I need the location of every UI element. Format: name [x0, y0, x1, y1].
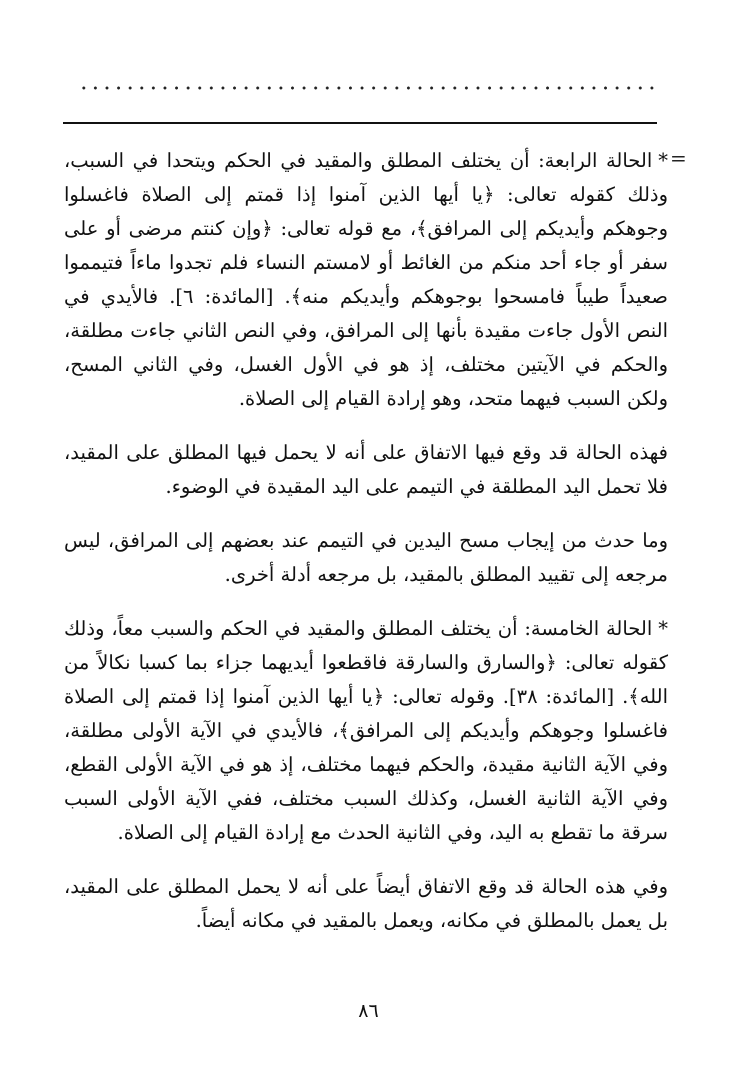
page-body [64, 144, 668, 938]
paragraph-tayammum-note [64, 524, 668, 592]
paragraph-case-five [64, 612, 668, 850]
page-number: ٨٦ [358, 1000, 379, 1022]
header-rule [63, 122, 657, 124]
margin-mark: = [670, 146, 687, 170]
paragraph-text: الحالة الرابعة: أن يختلف المطلق والمقيد في الحكم ويتحدا في السبب، وذلك كقوله تعالى: ﴿يا أيها الذين آمنوا إذا قمتم إلى الصلاة فاغسلوا وجوهكم وأيديكم إلى المرافق﴾، مع قوله تعالى: ﴿وإن كنتم مرضى أو على سفر أو جاء أحد منكم من الغائط أو لامستم النساء فلم تجدوا ماءاً فتيمموا صعيداً طيباً فامسحوا بوجوهكم وأيديكم منه﴾. [المائدة: ٦]. فالأيدي في النص الأول جاءت مقيدة بأنها إلى المرافق، وفي النص الثاني جاءت مطلقة، والحكم في الآيتين مختلف، إذ هو في الأول الغسل، وفي الثاني المسح، ولكن السبب فيهما متحد، وهو إرادة القيام إلى الصلاة. [64, 149, 668, 410]
paragraph-text: وما حدث من إيجاب مسح اليدين في التيمم عند بعضهم إلى المرافق، ليس مرجعه إلى تقييد المطلق بالمقيد، بل مرجعه أدلة أخرى. [64, 529, 668, 586]
paragraph-agreement-two [64, 870, 668, 938]
paragraph-text: وفي هذه الحالة قد وقع الاتفاق أيضاً على أنه لا يحمل المطلق على المقيد، بل يعمل بالمطلق في مكانه، ويعمل بالمقيد في مكانه أيضاً. [64, 875, 668, 932]
paragraph-text: فهذه الحالة قد وقع فيها الاتفاق على أنه لا يحمل فيها المطلق على المقيد، فلا تحمل اليد المطلقة في التيمم على اليد المقيدة في الوضوء. [64, 441, 668, 498]
paragraph-text: الحالة الخامسة: أن يختلف المطلق والمقيد في الحكم والسبب معاً، وذلك كقوله تعالى: ﴿والسارق والسارقة فاقطعوا أيديهما جزاء بما كسبا نكالاً من الله﴾. [المائدة: ٣٨]. وقوله تعالى: ﴿يا أيها الذين آمنوا إذا قمتم إلى الصلاة فاغسلوا وجوهكم وأيديكم إلى المرافق﴾، فالأيدي في الآية الأولى مطلقة، وفي الآية الثانية مقيدة، والحكم فيهما مختلف، إذ هو في الآية الأولى القطع، وفي الآية الثانية الغسل، وكذلك السبب مختلف، ففي الآية الأولى السبب سرقة ما تقطع به اليد، وفي الثانية الحدث مع إرادة القيام إلى الصلاة. [64, 617, 668, 844]
star-bullet: * [658, 617, 668, 640]
dotted-ornament-line [78, 86, 658, 90]
paragraph-agreement-one [64, 436, 668, 504]
star-bullet: * [658, 149, 668, 172]
paragraph-case-four [64, 144, 668, 416]
